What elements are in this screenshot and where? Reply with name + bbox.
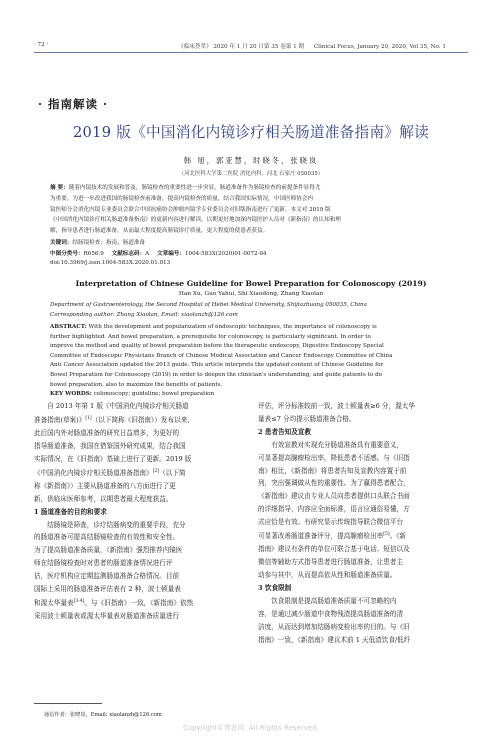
affiliation-en: Department of Gastroenterology, the Second Hospital of Hebei Medical University, Shijiazhuang 050035, China Corresponding author: Zhang Xiaolan, Email: xiaolanzh@126.com bbox=[50, 301, 454, 320]
abstract-en: ABSTRACT: With the development and popularization of endoscopic techniques, the importance of colonoscopy is further highlighted. And bowel preparation, a prerequisite for colonoscopy, is particularly significant. In order to improve the method and quality of bowel preparation before the therapeutic endoscopy, Digestive Endoscopy Special Committee of Endoscopic Physicians Branch of Chinese Medical Association and Cancer Endoscopy Committee of China Anti Cancer Association updated the 2013 guide. This article interprets the updated content of Chinese Guideline for Bowel Preparation for Colonoscopy (2019) in order to deepen the clinician's understanding, and guide patients to do bowel preparation, also to maximize the benefits of patients. KEY WORDS: colonoscopy; guideline; bowel preparation bbox=[50, 323, 454, 400]
abstract-cn-line: 解，指导患者进行肠道准备，从而最大程度提高肠镜诊疗质量，更大程度的使患者获益。 bbox=[50, 228, 269, 235]
classification-line: 中图分类号：R656.9 文献标志码：A 文章编号：1004-583X(2020)01-0072-04 bbox=[50, 251, 267, 257]
footnote-rule bbox=[34, 703, 102, 704]
doi: doi:10.3969/j.issn.1004-583X.2020.01.013 bbox=[50, 260, 171, 266]
header-rule bbox=[34, 52, 468, 53]
journal-cn: 《临床荟萃》 2020 年 1 月 20 日第 35 卷第 1 期 bbox=[178, 44, 305, 50]
article-title-en: Interpretation of Chinese Guideline for Bowel Preparation for Colonoscopy (2019) bbox=[75, 279, 427, 288]
affiliation-cn: （河北医科大学第二医院 消化内科，河北 石家庄 050035） bbox=[178, 171, 324, 177]
body-left-column: 自 2013 年第 1 版《中国消化内镜诊疗相关肠道 准备指南(草案)》[1]（以下简称《旧指南》）发布以来， 此后国内外对肠道准备的研究日益增多，为更好的 指导肠道准备，我国在借鉴国外研究成果，结合我国 实际情况，在《旧指南》基础上进行了更新。2019 版 《中国消化内镜诊疗相关肠道准备指南》[2]（以下简 称《新指南》）主要从肠道准备的八方面进行了更 新，供临床医师参考，以期患者最大程度获益。 1 肠道准备的目的和要求 结肠镜是筛查，诊疗结肠病变的重要手段，充分 的肠道准备可提高结肠镜检查的有效性和安全性。 为了提高肠道准备质量，《新指南》强烈推荐内镜医 师在结肠镜检查时对患者的肠道准备情况进行评 估，医疗机构应定期监测肠道准备合格情况。目前 国际上采用的肠道准备评估表有 2 种，波士顿量表 和渥太华量表[3-4]。与《旧指南》一致，《新指南》依然 采用波士顿量表或渥太华量表对肠道准备质量进行 bbox=[34, 400, 240, 623]
footnote-correspondence: 通信作者：张晓岚，Email: xiaolanzh@126.com bbox=[44, 712, 162, 718]
section-heading-1: 1 肠道准备的目的和要求 bbox=[34, 507, 107, 516]
journal-en: Clinical Focus, January 20, 2020, Vol 35, No. 1 bbox=[313, 44, 446, 50]
copyright-watermark: Copyright©博看网. All Rights Reserved. bbox=[183, 724, 319, 732]
abstract-cn bbox=[50, 183, 454, 237]
keywords-en: KEY WORDS: colonoscopy; guideline; bowel preparation bbox=[50, 391, 215, 398]
journal-header bbox=[178, 42, 446, 50]
authors-cn: 韩 旭，郭亚慧，时晓冬，张晓岚 bbox=[183, 156, 319, 165]
abstract-cn-line: 《中国消化内镜诊疗相关肠道准备指南》的更新内容进行解读，以期更好地加深内镜医护人员对《新指南》的认知和理 bbox=[50, 217, 341, 224]
abstract-cn-line: 为重要。为进一步改进我国的肠镜检查前准备，提高内镜检查的质量，结合我国实际情况，中国医师协会内 bbox=[50, 195, 313, 202]
page-number: · 72 · bbox=[34, 42, 49, 48]
intro-line: 准备指南(草案)》[1]（以下简称《旧指南》）发布以来， bbox=[34, 415, 194, 425]
keywords-cn: 关键词：结肠镜检查；指南；肠道准备 bbox=[50, 240, 146, 246]
article-title-cn: 2019 版《中国消化内镜诊疗相关肠道准备指南》解读 bbox=[72, 124, 430, 141]
section-heading-2: 2 患者告知及宣教 bbox=[258, 427, 312, 436]
body-right-column: 评估，评分标准较前一致，波士顿量表≥6 分，渥太华 量表≤7 分均提示肠道准备合格。 2 患者告知及宣教 有效宣教对实现充分肠道准备具有重要意义， 可显著提高腺瘤检出率，降低患者不适感。与《旧指 南》相比，《新指南》将患者告知及宣教内容置于前 列，突出强调做从性的重要性。为了赢得患者配合， 《新指南》建议由专业人员向患者提供口头联合书面 的详细指导，内容应全面标准，语言应通俗易懂，方 式应恰是有效。有研究显示传统指导联合微信平台 可显著改善肠道准备评分，提高腺瘤检出率[5]。《新 指南》建议有条件的单位可联合基于电话、短信以及 微信等辅助方式指导患者进行肠道准备，让患者主 动参与其中，从而提高依从性和肠道准备质量。 3 饮食限制 饮食限制是提高肠道准备质量不可忽略的内 容，是通过减少肠道中食物残渣提高肠道准备的清 洁度，从而达到增加结肠病变检出率的目的。与《旧 指南》一致，《新指南》建议术前 1 天低渣饮食/低纤 bbox=[258, 400, 467, 646]
section-tag: · 指南解读 · bbox=[38, 97, 109, 111]
authors-en: Han Xu, Guo Yahui, Shi Xiaodong, Zhang Xiaolan bbox=[178, 291, 324, 297]
abstract-cn-label: 摘 要： bbox=[50, 185, 69, 191]
abstract-cn-line: 镜医师分会消化内镜专业委员会联合中国抗癌协会肿瘤内镜学专业委员会对旧版指南进行了更新。本文对 2019 版 bbox=[50, 206, 331, 213]
abstract-cn-line: 随着内镜技术的发展和普及，肠镜检查的重要性进一步突显，肠道准备作为肠镜检查的前提条件显得尤 bbox=[68, 185, 321, 191]
section-heading-3: 3 饮食限制 bbox=[258, 583, 292, 592]
intro-line: 自 2013 年第 1 版《中国消化内镜诊疗相关肠道 bbox=[47, 402, 189, 410]
correspondence-en: Corresponding author: Zhang Xiaolan, Email: xiaolanzh@126.com bbox=[50, 311, 238, 318]
